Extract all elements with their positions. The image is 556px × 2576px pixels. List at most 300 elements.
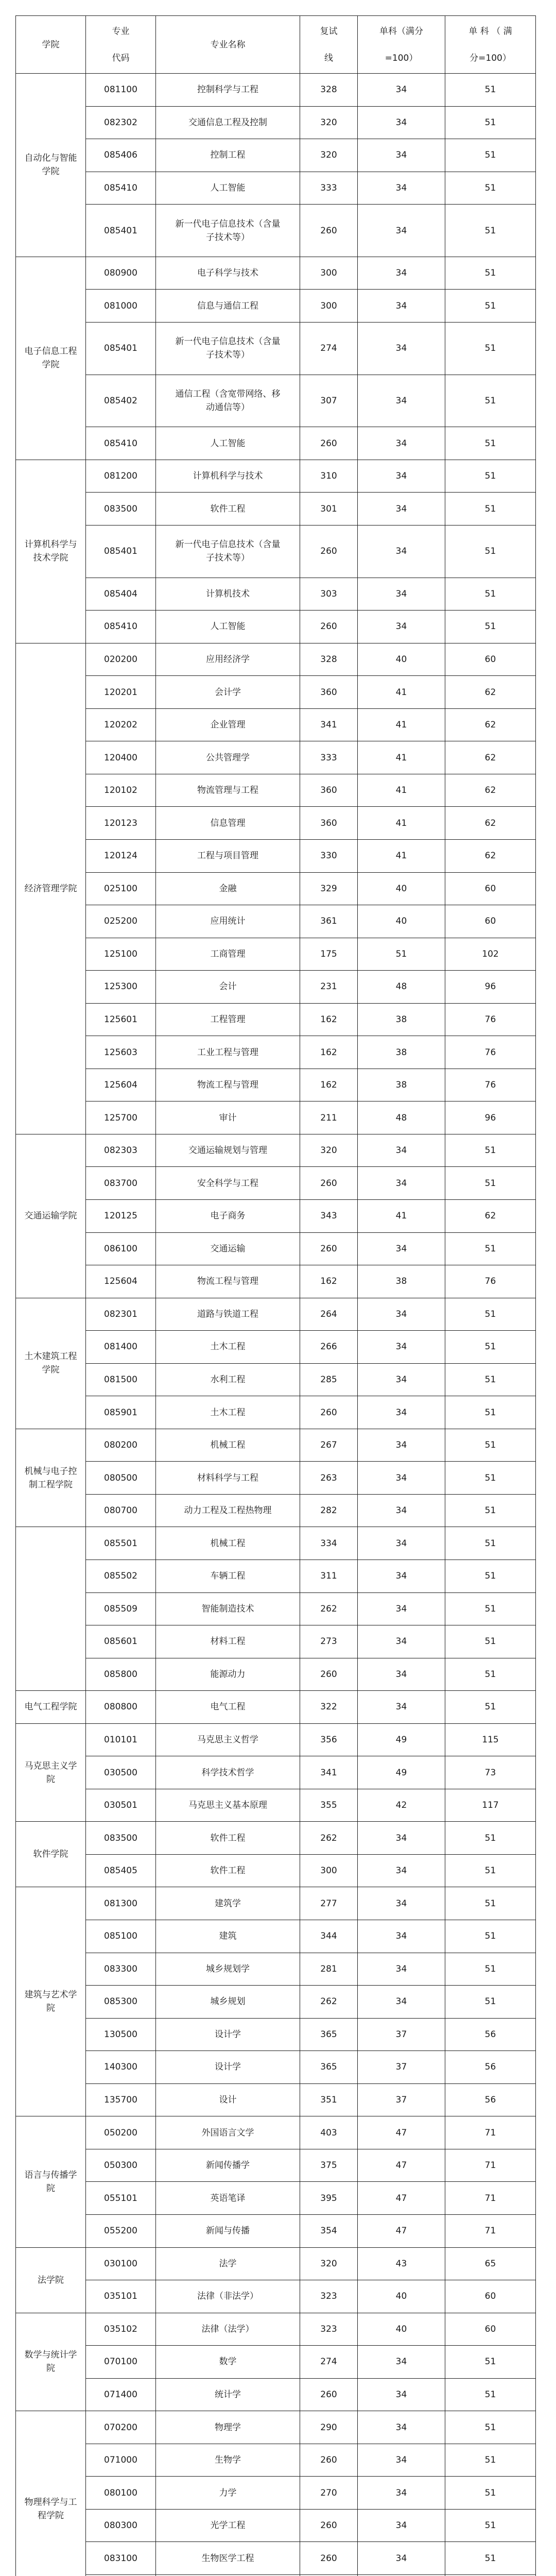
major-name-cell: 电子科学与技术 [156,257,300,290]
single-subject-over-100-cell: 51 [445,1494,536,1527]
retest-line-cell: 323 [300,2280,358,2313]
retest-line-cell: 162 [300,1265,358,1298]
major-code-cell: 140300 [86,2051,156,2084]
retest-line-cell: 260 [300,525,358,578]
single-subject-over-100-cell: 60 [445,872,536,905]
major-name-cell: 控制工程 [156,139,300,172]
table-row [16,2313,536,2346]
table-row [16,2149,536,2182]
retest-line-cell: 303 [300,578,358,611]
major-name-cell: 设计学 [156,2018,300,2051]
single-subject-over-100-cell: 51 [445,2346,536,2379]
table-row [16,2280,536,2313]
major-name-cell: 金融 [156,872,300,905]
major-code-cell: 125100 [86,938,156,971]
major-code-cell: 080900 [86,257,156,290]
retest-line-cell: 266 [300,1331,358,1364]
admission-score-table-sheet [15,15,535,2576]
single-subject-100-cell: 34 [358,525,445,578]
single-subject-100-cell: 34 [358,1494,445,1527]
table-row [16,578,536,611]
major-code-cell: 080300 [86,2509,156,2542]
major-name-cell: 建筑学 [156,1887,300,1920]
single-subject-100-cell: 34 [358,139,445,172]
major-code-cell: 010101 [86,1723,156,1756]
major-name-cell: 光学工程 [156,2509,300,2542]
major-code-cell: 085300 [86,1986,156,2019]
single-subject-over-100-cell: 62 [445,839,536,872]
retest-line-cell: 403 [300,2116,358,2149]
table-row [16,1265,536,1298]
major-name-cell: 公共管理学 [156,741,300,774]
college-cell: 法学院 [16,2247,86,2313]
major-code-cell: 130500 [86,2018,156,2051]
major-name-cell: 软件工程 [156,493,300,526]
single-subject-over-100-cell: 62 [445,774,536,807]
single-subject-over-100-cell: 51 [445,2542,536,2575]
table-row [16,2182,536,2215]
major-code-cell: 083500 [86,1822,156,1855]
major-name-cell: 工业工程与管理 [156,1036,300,1069]
single-subject-100-cell: 41 [358,676,445,709]
single-subject-over-100-cell: 71 [445,2149,536,2182]
single-subject-over-100-cell: 51 [445,578,536,611]
retest-line-cell: 162 [300,1003,358,1036]
retest-line-cell: 260 [300,2509,358,2542]
major-name-cell: 土木工程 [156,1396,300,1429]
single-subject-100-cell: 38 [358,1265,445,1298]
retest-line-cell: 365 [300,2051,358,2084]
table-row [16,839,536,872]
single-subject-over-100-cell: 51 [445,1167,536,1200]
table-row [16,2378,536,2411]
major-code-cell: 080500 [86,1462,156,1495]
major-name-cell: 信息与通信工程 [156,290,300,323]
major-name-cell: 工程与项目管理 [156,839,300,872]
table-row [16,708,536,741]
table-row [16,1560,536,1593]
retest-line-cell: 274 [300,2346,358,2379]
retest-line-cell: 290 [300,2411,358,2444]
major-code-cell: 085401 [86,322,156,375]
retest-line-cell: 260 [300,1232,358,1265]
single-subject-100-cell: 48 [358,1101,445,1134]
single-subject-100-cell: 34 [358,2411,445,2444]
college-cell: 计算机科学与 技术学院 [16,460,86,643]
single-subject-100-cell: 38 [358,1003,445,1036]
major-name-cell: 能源动力 [156,1658,300,1691]
major-code-cell: 035101 [86,2280,156,2313]
major-code-cell: 125603 [86,1036,156,1069]
table-row [16,2051,536,2084]
major-code-cell: 085501 [86,1527,156,1560]
single-subject-100-cell: 34 [358,74,445,107]
single-subject-over-100-cell: 71 [445,2116,536,2149]
single-subject-100-cell: 34 [358,1691,445,1724]
single-subject-100-cell: 34 [358,375,445,427]
table-row [16,1396,536,1429]
major-code-cell: 082303 [86,1134,156,1167]
single-subject-over-100-cell: 65 [445,2247,536,2280]
single-subject-over-100-cell: 96 [445,1101,536,1134]
single-subject-100-cell: 34 [358,1920,445,1953]
major-code-cell: 035102 [86,2313,156,2346]
table-row [16,938,536,971]
major-code-cell: 025200 [86,905,156,938]
single-subject-100-cell: 41 [358,807,445,840]
single-subject-over-100-cell: 60 [445,2313,536,2346]
retest-line-cell: 395 [300,2182,358,2215]
table-row [16,1625,536,1658]
single-subject-100-cell: 34 [358,2477,445,2510]
retest-line-cell: 277 [300,1887,358,1920]
major-name-cell: 生物医学工程 [156,2542,300,2575]
single-subject-100-cell: 34 [358,1887,445,1920]
single-subject-over-100-cell: 51 [445,290,536,323]
major-name-cell: 新一代电子信息技术（含量 子技术等） [156,525,300,578]
table-row [16,643,536,676]
header-single-subject-100: 单科（满分 =100） [358,16,445,74]
single-subject-100-cell: 47 [358,2182,445,2215]
single-subject-100-cell: 34 [358,322,445,375]
major-code-cell: 080200 [86,1429,156,1462]
retest-line-cell: 344 [300,1920,358,1953]
major-name-cell: 新一代电子信息技术（含量 子技术等） [156,205,300,257]
single-subject-over-100-cell: 51 [445,2411,536,2444]
single-subject-100-cell: 34 [358,493,445,526]
single-subject-over-100-cell: 56 [445,2018,536,2051]
major-code-cell: 120102 [86,774,156,807]
major-code-cell: 085100 [86,1920,156,1953]
major-code-cell: 050300 [86,2149,156,2182]
single-subject-100-cell: 40 [358,643,445,676]
major-code-cell: 050200 [86,2116,156,2149]
major-name-cell: 交通运输规划与管理 [156,1134,300,1167]
major-name-cell: 软件工程 [156,1854,300,1887]
major-code-cell: 085410 [86,611,156,643]
table-row [16,1232,536,1265]
retest-line-cell: 285 [300,1363,358,1396]
table-row [16,106,536,139]
single-subject-100-cell: 34 [358,106,445,139]
major-name-cell: 法律（非法学） [156,2280,300,2313]
table-row [16,2346,536,2379]
retest-line-cell: 162 [300,1069,358,1101]
retest-line-cell: 328 [300,643,358,676]
retest-line-cell: 320 [300,2247,358,2280]
retest-line-cell: 355 [300,1789,358,1822]
major-code-cell: 120123 [86,807,156,840]
major-code-cell: 125601 [86,1003,156,1036]
college-cell: 经济管理学院 [16,643,86,1134]
table-row [16,1756,536,1789]
header-row [16,16,536,74]
major-code-cell: 125604 [86,1069,156,1101]
major-code-cell: 081100 [86,74,156,107]
single-subject-over-100-cell: 51 [445,375,536,427]
single-subject-100-cell: 34 [358,2346,445,2379]
single-subject-over-100-cell: 76 [445,1069,536,1101]
single-subject-100-cell: 41 [358,741,445,774]
major-code-cell: 081200 [86,460,156,493]
table-row [16,1462,536,1495]
single-subject-over-100-cell: 60 [445,905,536,938]
table-row [16,375,536,427]
single-subject-over-100-cell: 62 [445,708,536,741]
retest-line-cell: 328 [300,74,358,107]
table-row [16,1101,536,1134]
retest-line-cell: 320 [300,106,358,139]
retest-line-cell: 360 [300,774,358,807]
major-code-cell: 085404 [86,578,156,611]
single-subject-100-cell: 34 [358,290,445,323]
major-code-cell: 085601 [86,1625,156,1658]
single-subject-100-cell: 34 [358,1429,445,1462]
table-row [16,1789,536,1822]
table-row [16,1953,536,1986]
single-subject-100-cell: 41 [358,774,445,807]
single-subject-over-100-cell: 115 [445,1723,536,1756]
score-table [15,15,536,2576]
major-name-cell: 统计学 [156,2378,300,2411]
single-subject-100-cell: 34 [358,1854,445,1887]
single-subject-over-100-cell: 76 [445,1036,536,1069]
retest-line-cell: 260 [300,1167,358,1200]
table-row [16,1691,536,1724]
single-subject-over-100-cell: 56 [445,2083,536,2116]
major-name-cell: 信息管理 [156,807,300,840]
retest-line-cell: 300 [300,290,358,323]
major-name-cell: 设计学 [156,2051,300,2084]
major-name-cell: 物理学 [156,2411,300,2444]
table-row [16,774,536,807]
retest-line-cell: 375 [300,2149,358,2182]
major-name-cell: 物流管理与工程 [156,774,300,807]
table-row [16,172,536,205]
major-name-cell: 物流工程与管理 [156,1069,300,1101]
college-cell: 电气工程学院 [16,1691,86,1724]
major-code-cell: 030500 [86,1756,156,1789]
major-code-cell: 135700 [86,2083,156,2116]
major-name-cell: 控制科学与工程 [156,74,300,107]
single-subject-over-100-cell: 51 [445,1396,536,1429]
major-code-cell: 081000 [86,290,156,323]
major-code-cell: 080800 [86,1691,156,1724]
college-cell: 语言与传播学 院 [16,2116,86,2247]
header-retest-line: 复试 线 [300,16,358,74]
single-subject-over-100-cell: 51 [445,1232,536,1265]
major-name-cell: 通信工程（含宽带网络、移 动通信等） [156,375,300,427]
major-code-cell: 085405 [86,1854,156,1887]
single-subject-over-100-cell: 51 [445,525,536,578]
header-college: 学院 [16,16,86,74]
table-row [16,741,536,774]
major-name-cell: 物流工程与管理 [156,1265,300,1298]
table-row [16,1429,536,1462]
table-row [16,971,536,1004]
major-code-cell: 055200 [86,2214,156,2247]
major-name-cell: 车辆工程 [156,1560,300,1593]
major-code-cell: 085800 [86,1658,156,1691]
major-code-cell: 025100 [86,872,156,905]
single-subject-over-100-cell: 51 [445,1134,536,1167]
single-subject-100-cell: 41 [358,708,445,741]
single-subject-100-cell: 34 [358,2444,445,2477]
single-subject-over-100-cell: 96 [445,971,536,1004]
single-subject-100-cell: 40 [358,872,445,905]
single-subject-over-100-cell: 51 [445,460,536,493]
table-row [16,525,536,578]
retest-line-cell: 281 [300,1953,358,1986]
college-cell: 物理科学与工 程学院 [16,2411,86,2576]
table-row [16,2477,536,2510]
single-subject-100-cell: 40 [358,2280,445,2313]
retest-line-cell: 361 [300,905,358,938]
table-row [16,460,536,493]
major-name-cell: 软件工程 [156,1822,300,1855]
retest-line-cell: 341 [300,708,358,741]
single-subject-over-100-cell: 76 [445,1265,536,1298]
major-code-cell: 120400 [86,741,156,774]
college-cell [16,1527,86,1691]
table-row [16,1167,536,1200]
single-subject-100-cell: 49 [358,1756,445,1789]
retest-line-cell: 260 [300,427,358,460]
major-name-cell: 马克思主义哲学 [156,1723,300,1756]
retest-line-cell: 333 [300,172,358,205]
table-row [16,2411,536,2444]
single-subject-over-100-cell: 51 [445,1887,536,1920]
major-code-cell: 081500 [86,1363,156,1396]
table-row [16,1331,536,1364]
single-subject-over-100-cell: 51 [445,1363,536,1396]
retest-line-cell: 267 [300,1429,358,1462]
retest-line-cell: 211 [300,1101,358,1134]
retest-line-cell: 274 [300,322,358,375]
single-subject-over-100-cell: 62 [445,1200,536,1233]
single-subject-over-100-cell: 51 [445,2378,536,2411]
single-subject-100-cell: 34 [358,1363,445,1396]
retest-line-cell: 322 [300,1691,358,1724]
table-row [16,1854,536,1887]
table-row [16,905,536,938]
major-code-cell: 071000 [86,2444,156,2477]
college-cell: 自动化与智能 学院 [16,74,86,257]
single-subject-over-100-cell: 51 [445,257,536,290]
major-name-cell: 应用经济学 [156,643,300,676]
single-subject-over-100-cell: 51 [445,427,536,460]
single-subject-100-cell: 34 [358,1167,445,1200]
single-subject-100-cell: 34 [358,1232,445,1265]
single-subject-over-100-cell: 51 [445,1331,536,1364]
major-name-cell: 科学技术哲学 [156,1756,300,1789]
single-subject-over-100-cell: 51 [445,74,536,107]
table-row [16,1920,536,1953]
retest-line-cell: 333 [300,741,358,774]
single-subject-over-100-cell: 117 [445,1789,536,1822]
single-subject-100-cell: 34 [358,427,445,460]
retest-line-cell: 273 [300,1625,358,1658]
major-name-cell: 新闻传播学 [156,2149,300,2182]
major-name-cell: 新一代电子信息技术（含量 子技术等） [156,322,300,375]
table-row [16,1592,536,1625]
single-subject-over-100-cell: 51 [445,1854,536,1887]
header-code: 专业 代码 [86,16,156,74]
table-row [16,1723,536,1756]
table-row [16,493,536,526]
single-subject-100-cell: 41 [358,839,445,872]
retest-line-cell: 282 [300,1494,358,1527]
single-subject-over-100-cell: 51 [445,1920,536,1953]
retest-line-cell: 354 [300,2214,358,2247]
single-subject-100-cell: 34 [358,578,445,611]
retest-line-cell: 310 [300,460,358,493]
table-row [16,2116,536,2149]
single-subject-over-100-cell: 62 [445,807,536,840]
single-subject-over-100-cell: 51 [445,1298,536,1331]
single-subject-100-cell: 37 [358,2018,445,2051]
single-subject-over-100-cell: 60 [445,643,536,676]
retest-line-cell: 360 [300,807,358,840]
single-subject-over-100-cell: 51 [445,1691,536,1724]
major-name-cell: 安全科学与工程 [156,1167,300,1200]
single-subject-over-100-cell: 51 [445,493,536,526]
single-subject-over-100-cell: 102 [445,938,536,971]
major-name-cell: 机械工程 [156,1527,300,1560]
single-subject-over-100-cell: 71 [445,2214,536,2247]
major-code-cell: 085509 [86,1592,156,1625]
table-row [16,205,536,257]
single-subject-100-cell: 34 [358,172,445,205]
retest-line-cell: 260 [300,2542,358,2575]
table-row [16,807,536,840]
retest-line-cell: 260 [300,1396,358,1429]
single-subject-over-100-cell: 51 [445,1986,536,2019]
single-subject-over-100-cell: 51 [445,2444,536,2477]
major-code-cell: 120124 [86,839,156,872]
major-name-cell: 城乡规划 [156,1986,300,2019]
major-name-cell: 人工智能 [156,611,300,643]
single-subject-100-cell: 34 [358,1331,445,1364]
major-code-cell: 083700 [86,1167,156,1200]
major-name-cell: 法学 [156,2247,300,2280]
major-name-cell: 工商管理 [156,938,300,971]
single-subject-100-cell: 43 [358,2247,445,2280]
single-subject-100-cell: 34 [358,1462,445,1495]
retest-line-cell: 262 [300,1986,358,2019]
table-row [16,1887,536,1920]
table-row [16,1298,536,1331]
single-subject-100-cell: 34 [358,1625,445,1658]
retest-line-cell: 329 [300,872,358,905]
major-name-cell: 智能制造技术 [156,1592,300,1625]
major-code-cell: 125700 [86,1101,156,1134]
retest-line-cell: 270 [300,2477,358,2510]
single-subject-over-100-cell: 51 [445,2477,536,2510]
retest-line-cell: 301 [300,493,358,526]
major-code-cell: 071400 [86,2378,156,2411]
single-subject-100-cell: 34 [358,1953,445,1986]
college-cell: 土木建筑工程 学院 [16,1298,86,1429]
college-cell: 马克思主义学 院 [16,1723,86,1822]
retest-line-cell: 231 [300,971,358,1004]
single-subject-100-cell: 49 [358,1723,445,1756]
header-major-name: 专业名称 [156,16,300,74]
single-subject-100-cell: 47 [358,2116,445,2149]
major-code-cell: 020200 [86,643,156,676]
major-code-cell: 085401 [86,205,156,257]
table-row [16,1494,536,1527]
